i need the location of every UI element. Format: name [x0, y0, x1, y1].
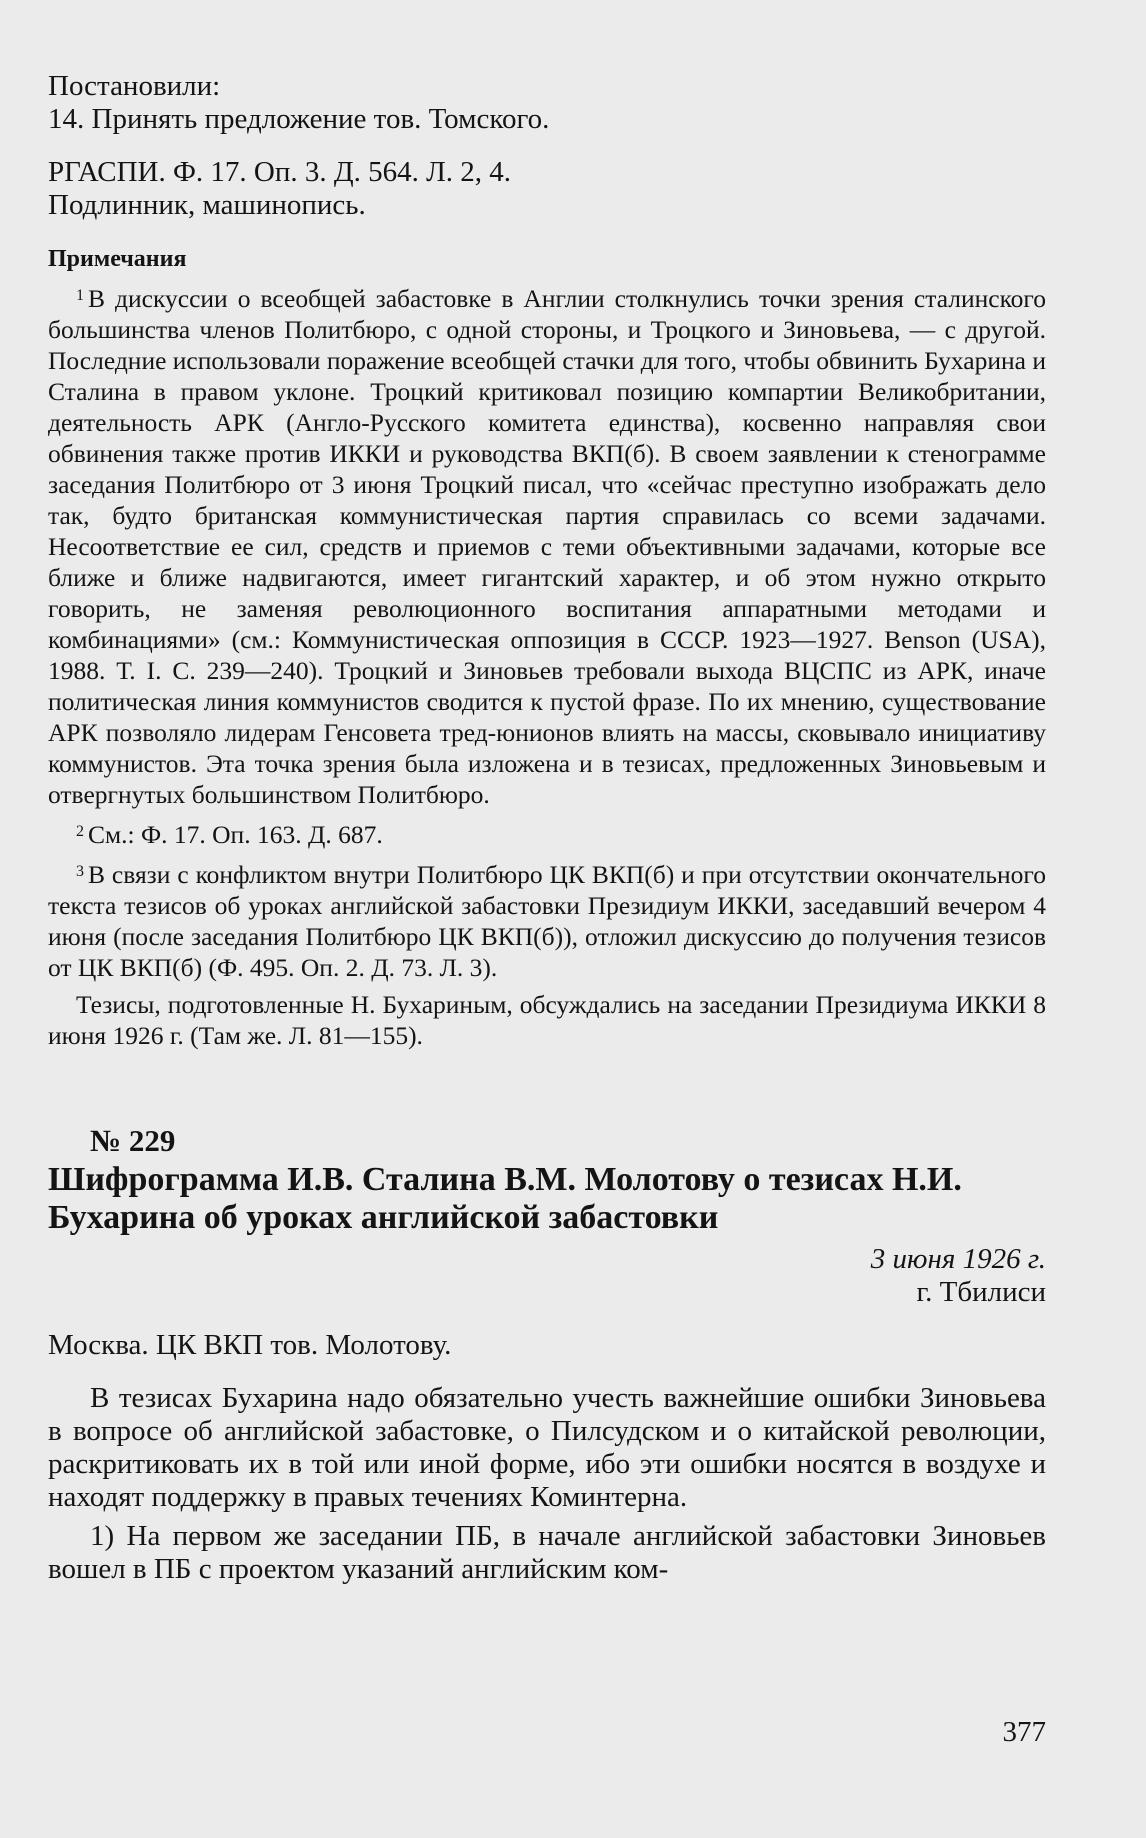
footnote-marker: 2	[76, 823, 84, 840]
archive-reference: РГАСПИ. Ф. 17. Оп. 3. Д. 564. Л. 2, 4.	[48, 156, 512, 188]
footnote-marker: 3	[76, 863, 84, 880]
document-number: № 229	[90, 1123, 176, 1158]
notes-heading: Примечания	[48, 246, 187, 272]
resolved-label: Постановили:	[48, 70, 221, 102]
page-number: 377	[1002, 1716, 1046, 1748]
footnote-3	[48, 856, 1046, 983]
footnote-2	[48, 816, 1046, 850]
footnote-text: В дискуссии о всеобщей забастовке в Англии столкнулись точки зрения сталинского большинства членов Политбюро, с одной стороны, и Троцкого и Зиновьева, — с другой. Последние использовали поражение всеобщей стачки для того, чтобы обвинить Бухарина и Сталина в правом уклоне. Троцкий критиковал позицию компартии Великобритании, деятельность АРК (Англо-Русского комитета единства), косвенно направляя свои обвинения также против ИККИ и руководства ВКП(б). В своем заявлении к стенограмме заседания Политбюро от 3 июня Троцкий писал, что «сейчас преступно изображать дело так, будто британская коммунистическая партия справилась со всеми задачами. Несоответствие ее сил, средств и приемов с теми объективными задачами, которые все ближе и ближе надвигаются, имеет гигантский характер, и об этом нужно открыто говорить, не заменяя революционного воспитания аппаратными методами и комбинациями» (см.: Коммунистическая оппозиция в СССР. 1923—1927. Benson (USA), 1988. Т. I. С. 239—240). Троцкий и Зиновьев требовали выхода ВЦСПС из АРК, иначе политическая линия коммунистов сводится к пустой фразе. По их мнению, существование АРК позволяло лидерам Генсовета тред-юнионов влиять на массы, сковывало инициативу коммунистов. Эта точка зрения была изложена и в тезисах, предложенных Зиновьевым и отвергнутых большинством Политбюро.	[48, 284, 1046, 809]
body-paragraph: 1) На первом же заседании ПБ, в начале английской забастовки Зиновьев вошел в ПБ с проектом указаний английским ком-	[48, 1520, 1046, 1585]
body-paragraph: В тезисах Бухарина надо обязательно учесть важнейшие ошибки Зиновьева в вопросе об английской забастовке, о Пилсудском и о китайской революции, раскритиковать их в той или иной форме, ибо эти ошибки носятся в воздухе и находят поддержку в правых течениях Коминтерна.	[48, 1382, 1046, 1513]
document-date: 3 июня 1926 г.	[870, 1243, 1046, 1275]
footnote-1	[48, 280, 1046, 810]
document-place: г. Тбилиси	[916, 1276, 1046, 1308]
addressee: Москва. ЦК ВКП тов. Молотову.	[48, 1329, 452, 1361]
footnote-marker: 1	[76, 287, 84, 304]
archive-source-type: Подлинник, машинопись.	[48, 189, 366, 221]
resolution-item: 14. Принять предложение тов. Томского.	[48, 103, 550, 135]
footnote-text: В связи с конфликтом внутри Политбюро ЦК ВКП(б) и при отсутствии окончательного текста тезисов об уроках английской забастовки Президиум ИККИ, заседавший вечером 4 июня (после заседания Политбюро ЦК ВКП(б)), отложил дискуссию до получения тезисов от ЦК ВКП(б) (Ф. 495. Оп. 2. Д. 73. Л. 3).	[48, 860, 1046, 982]
footnote-text: См.: Ф. 17. Оп. 163. Д. 687.	[88, 820, 383, 849]
document-title: Шифрограмма И.В. Сталина В.М. Молотову о тезисах Н.И. Бухарина об уроках английской забастовки	[48, 1161, 962, 1236]
footnote-3-continuation: Тезисы, подготовленные Н. Бухариным, обсуждались на заседании Президиума ИККИ 8 июня 1926 г. (Там же. Л. 81—155).	[48, 990, 1046, 1050]
